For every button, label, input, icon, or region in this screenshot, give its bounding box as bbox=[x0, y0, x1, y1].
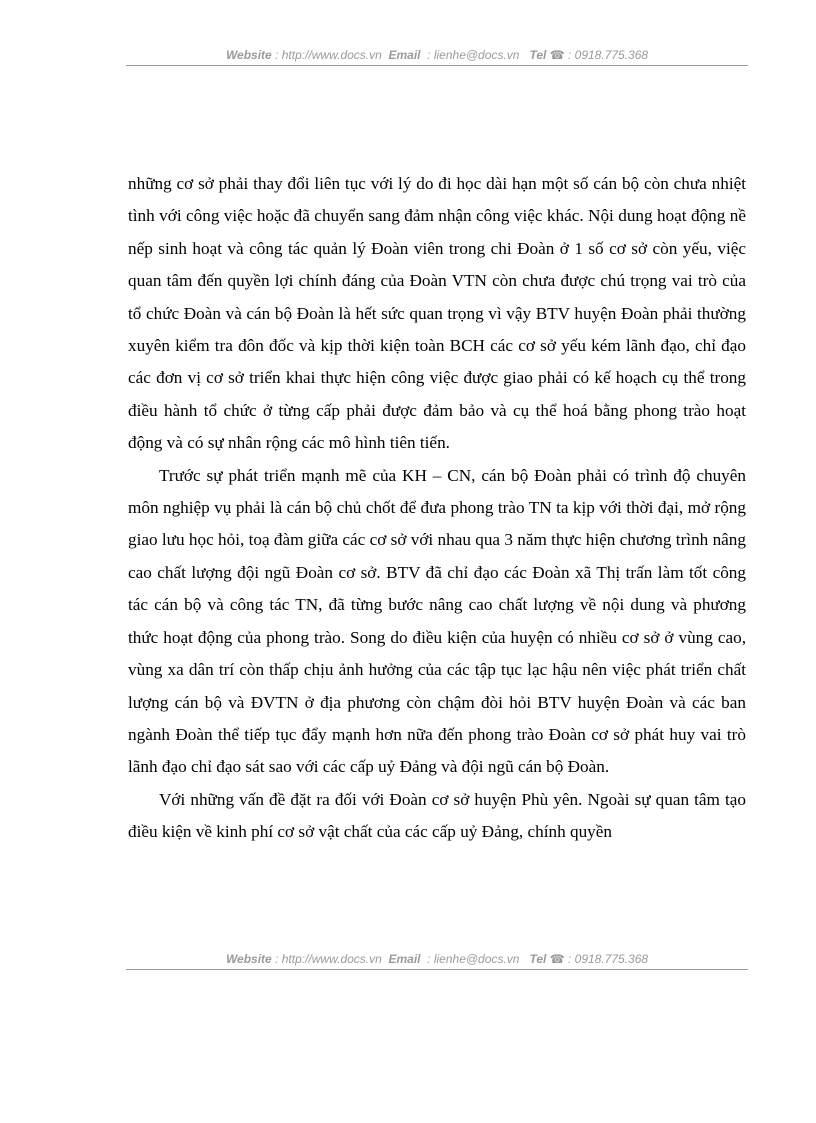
phone-icon: ☎ bbox=[549, 952, 565, 966]
paragraph: những cơ sở phải thay đổi liên tục với lý do đi học dài hạn một số cán bộ còn chưa nhiệt tình với công việc hoặc đã chuyển sang đảm nhận công việc khác. Nội dung hoạt động nề nếp sinh hoạt và công tác quản lý Đoàn viên trong chi Đoàn ở 1 số cơ sở còn yếu, việc quan tâm đến quyền lợi chính đáng của Đoàn VTN còn chưa được chú trọng vai trò của tổ chức Đoàn và cán bộ Đoàn là hết sức quan trọng vì vậy BTV huyện Đoàn phải thường xuyên kiểm tra đôn đốc và kịp thời kiện toàn BCH các cơ sở yếu kém lãnh đạo, chỉ đạo các đơn vị cơ sở triển khai thực hiện công việc được giao phải có kế hoạch cụ thể trong điều hành tổ chức ở từng cấp phải được đảm bảo và cụ thể hoá bằng phong trào hoạt động và có sự nhân rộng các mô hình tiên tiến. bbox=[128, 174, 746, 453]
phone-icon: ☎ bbox=[549, 48, 565, 62]
header-website-link[interactable]: http://www.docs.vn bbox=[281, 48, 382, 62]
footer-tel-value: 0918.775.368 bbox=[574, 952, 649, 966]
paragraph: Với những vấn đề đặt ra đối với Đoàn cơ sở huyện Phù yên. Ngoài sự quan tâm tạo điều kiện về kinh phí cơ sở vật chất của các cấp uỷ Đảng, chính quyền bbox=[128, 789, 746, 842]
footer-tel-label: Tel bbox=[529, 952, 547, 966]
document-body bbox=[128, 168, 746, 849]
header-tel-value: 0918.775.368 bbox=[574, 48, 649, 62]
header-website-label: Website bbox=[225, 48, 272, 62]
header-website-sep: : bbox=[271, 48, 282, 62]
footer-tel-sep: : bbox=[564, 952, 575, 966]
page-footer bbox=[126, 952, 748, 970]
header-tel-label: Tel bbox=[529, 48, 547, 62]
footer-website-sep: : bbox=[271, 952, 282, 966]
header-email-sep: : bbox=[423, 48, 434, 62]
page-header bbox=[126, 48, 748, 66]
footer-website-label: Website bbox=[225, 952, 272, 966]
header-email-label: Email bbox=[388, 48, 421, 62]
footer-email-link[interactable]: lienhe@docs.vn bbox=[433, 952, 520, 966]
paragraph: Trước sự phát triển mạnh mẽ của KH – CN, cán bộ Đoàn phải có trình độ chuyên môn nghiệp vụ phải là cán bộ chủ chốt để đưa phong trào TN ta kịp với thời đại, mở rộng giao lưu học hỏi, toạ đàm giữa các cơ sở với nhau qua 3 năm thực hiện chương trình nâng cao chất lượng đội ngũ Đoàn cơ sở. BTV đã chỉ đạo các Đoàn xã Thị trấn làm tốt công tác cán bộ và công tác TN, đã từng bước nâng cao chất lượng về nội dung và phương thức hoạt động của phong trào. Song do điều kiện của huyện có nhiều cơ sở ở vùng cao, vùng xa dân trí còn thấp chịu ảnh hưởng của các tập tục lạc hậu nên việc phát triển chất lượng cán bộ và ĐVTN ở địa phương còn chậm đòi hỏi BTV huyện Đoàn và các ban ngành Đoàn thể tiếp tục đẩy mạnh hơn nữa đến phong trào Đoàn cơ sở phát huy vai trò lãnh đạo chỉ đạo sát sao với các cấp uỷ Đảng và đội ngũ cán bộ Đoàn. bbox=[128, 465, 746, 777]
footer-email-sep: : bbox=[423, 952, 434, 966]
footer-website-link[interactable]: http://www.docs.vn bbox=[281, 952, 382, 966]
header-email-link[interactable]: lienhe@docs.vn bbox=[433, 48, 520, 62]
footer-email-label: Email bbox=[388, 952, 421, 966]
header-tel-sep: : bbox=[564, 48, 575, 62]
